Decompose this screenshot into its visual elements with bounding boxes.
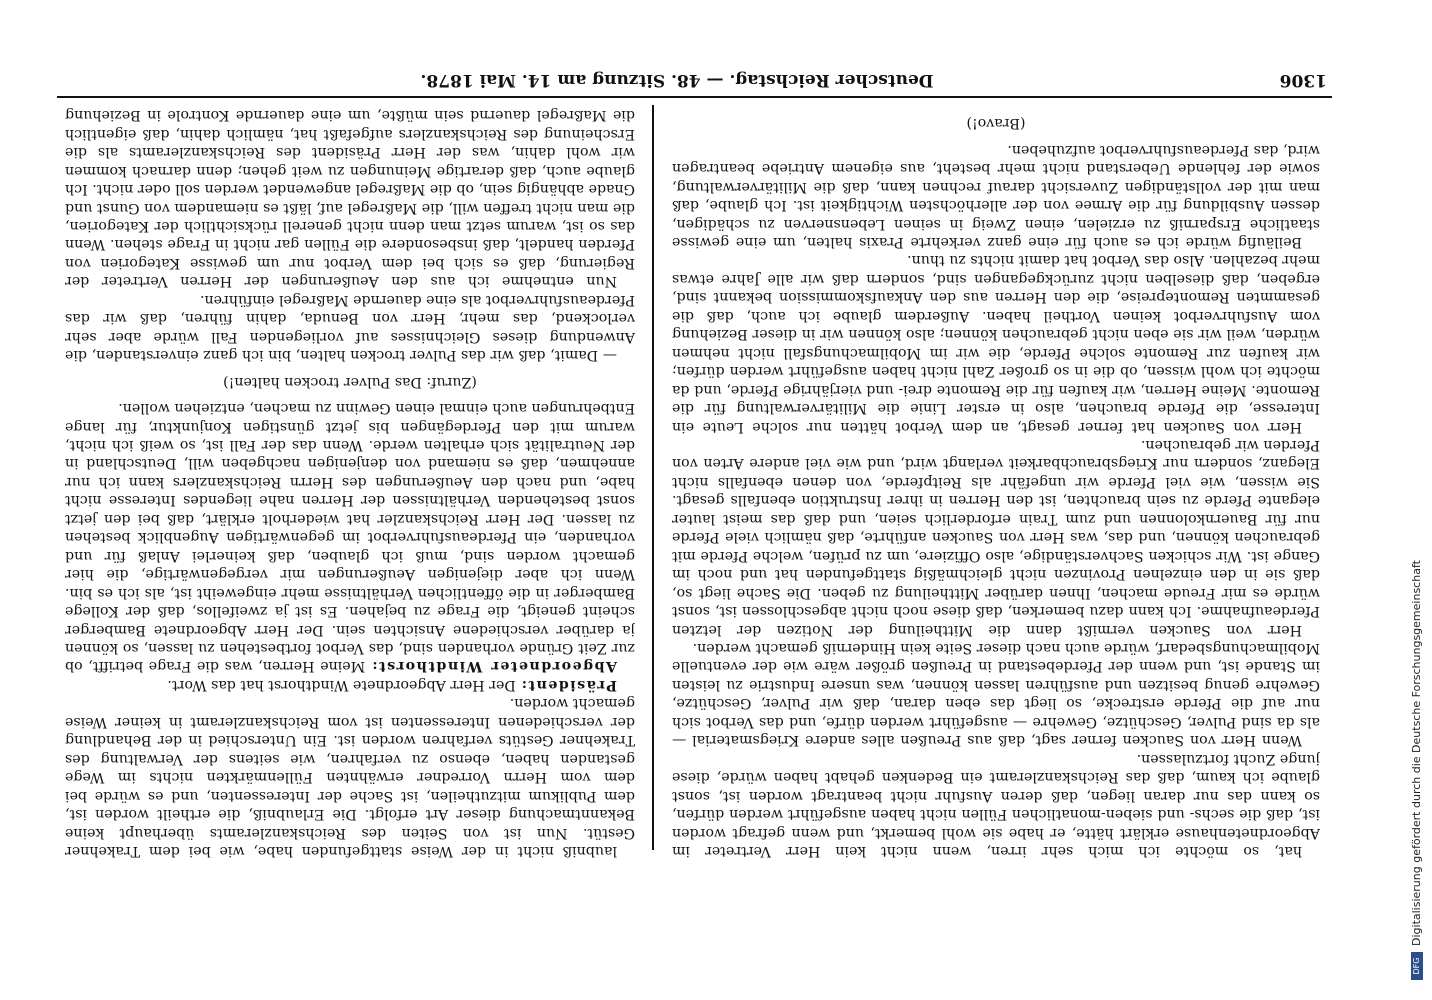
page-header: [62, 64, 1327, 90]
paragraph-text: hat, so möchte ich mich sehr irren, wenn nicht kein Herr Vertreter im Abgeordnetenhause erklärt hätte, er habe sie wohl bemerkt, und wenn gefragt worden ist, daß die sechs- und sieben-monatlichen Füllen nicht haben ausgeführt werden dürfen, so kann das nur daran liegen, daß deren Ausfuhr nicht beantragt worden ist, sonst glaube ich kaum, daß das Reichskanzleramt ein Bedenken gehabt haben würde, diese junge Zucht fortzulassen.: [672, 750, 1320, 859]
header-rule: [57, 96, 1332, 98]
paragraph: [672, 639, 1320, 750]
page-number: 1306: [1279, 70, 1327, 90]
paragraph: [65, 675, 635, 693]
paragraph-text: Nun entnehme ich aus den Aeußerungen der Herren Vertreter der Regierung, daß es sich bei dem Verbot nur um gewisse Kategorien von Pferden handelt, daß insbesondere die Füllen gar nicht in Frage stehen. Wenn das so ist, warum setzt man denn nicht generell rücksichtlich der Kategorien, die man nicht treffen will, die Maßregel auf, läßt es niemandem von Gunst und Gnade abhängig sein, ob die Maßregel angewendet werden soll oder nicht. Ich glaube auch, daß derartige Meinungen zu weit gehen; denn darnach kommen wir wohl dahin, was der Herr Präsident des Reichskanzleramts als die Erscheinung des Reichskanzlers aufgefaßt hat, nämlich dahin, daß eigentlich die Maßregel dauernd sein müßte, um eine dauernde Kontrole in Beziehung: [65, 107, 635, 290]
left-column: [672, 105, 1320, 860]
speaker-name: Präsident:: [520, 676, 617, 693]
paragraph-text: Der Herr Abgeordnete Windthorst hat das Wort.: [167, 676, 516, 693]
paragraph-text: (Zuruf: Das Pulver trocken halten!): [223, 373, 477, 390]
paragraph: [672, 749, 1320, 860]
right-column: [65, 105, 635, 860]
paragraph: [672, 140, 1320, 251]
paragraph-text: Wenn Herr von Saucken ferner sagt, daß aus Preußen alles andere Kriegsmaterial — als da sind Pulver, Geschütze, Gewehre — ausgeführt werden dürfe, und das Verbot sich nur auf die Pferde erstrecke, so liegt das eben daran, daß wir Pulver, Geschütze, Gewehre genug besitzen und ausführen lassen können, was unsere Industrie zu leisten im Stande ist, und wenn der Pferdebestand in Preußen größer wäre wie der eventuelle Mobilmachungsbedarf, würde auch nach dieser Seite kein Hinderniß gemacht werden.: [672, 640, 1320, 749]
paragraph: [65, 372, 635, 390]
paragraph-text: (Bravo!): [966, 115, 1026, 132]
paragraph: [672, 114, 1320, 132]
paragraph-text: Herr von Saucken vermißt dann die Mittheilung der Notizen der letzten Pferdeaufnahme. Ich kann dazu bemerken, daß diese noch nicht abgeschlossen ist, sonst würde es mir Freude machen, Ihnen darüber Mittheilung zu geben. Die Sache liegt so, daß sie in den einzelnen Provinzen nicht gleichmäßig stattgefunden hat und noch im Gange ist. Wir schicken Sachverständige, also Offiziere, um zu prüfen, welche Pferde mit gebrauchen können, und das, was Herr von Saucken anführte, daß nämlich viele Pferde nur für Bauernkolonnen und zum Train erforderlich seien, und daß das meist lauter elegante Pferde zu sein brauchten, ist den Herren in ihrer Instruktion ebenfalls gesagt. Sie wissen, wie viel Pferde wir ungefähr als Reitpferde, von denen ebenfalls nicht Eleganz, sondern nur Kriegsbrauchbarkeit verlangt wird, und wie viel andere Arten von Pferden wir gebrauchen.: [672, 437, 1320, 638]
digitization-footer: [1410, 0, 1426, 980]
paragraph-text: — Damit, daß wir das Pulver trocken halten, bin ich ganz einverstanden, die Anwendung dieses Gleichnisses auf vorliegenden Fall würde aber sehr verlockend, das mehr, Herr von Benuda, dahin führen, daß wir das Pferdeausfuhrverbot als eine dauernde Maßregel einführen.: [65, 291, 635, 364]
paragraph: [65, 694, 635, 860]
paragraph-text: laubniß nicht in der Weise stattgefunden habe, wie bei dem Trakehner Gestüt. Nun ist von Seiten des Reichskanzleramts überhaupt keine Bekanntmachung dieser Art erfolgt. Die Erlaubniß, die ertheilt worden ist, dem Publikum mitzutheilen, ist Sache der Interessenten, und es würde bei dem vom Herrn Vorredner erwähnten Füllenmärkten nichts im Wege gestanden haben, ebenso zu verfahren, wie seitens der Verwaltung des Trakehner Gestüts verfahren worden ist. Ein Unterschied in der Behandlung der verschiedenen Interessenten ist vom Reichskanzleramt in keiner Weise gemacht worden.: [65, 695, 635, 859]
paragraph: [65, 290, 635, 364]
column-divider: [652, 105, 654, 850]
paragraph: [672, 105, 1320, 106]
footer-text: Digitalisierung gefördert durch die Deutsche Forschungsgemeinschaft: [1410, 560, 1423, 946]
paragraph-text: Beiläufig würde ich es auch für eine ganz verkehrte Praxis halten, um eine gewisse staatliche Ersparniß zu erzielen, einen Zweig in seinen Lebensnerven zu schädigen, dessen Ausbildung für die Armee von der allerhöchsten Wichtigkeit ist. Ich glaube, daß man mit der vollständigen Zuversicht darauf rechnen kann, daß die Militärverwaltung, sowie der fehlende Ueberstand nicht mehr besteht, aus eigenem Antriebe beantragen wird, das Pferdeausfuhrverbot aufzuheben.: [672, 141, 1320, 251]
paragraph-text: Meine Herren, was die Frage betrifft, ob zur Zeit Gründe vorhanden sind, das Verbot fortbestehen zu lassen, so können ja darüber verschiedene Ansichten sein. Der Herr Abgeordnete Bamberger scheint geneigt, die Frage zu bejahen. Es ist ja zweifellos, daß der Kollege Bamberger in die öffentlichen Verhältnisse mehr eingeweiht ist, als ich es bin. Wenn ich aber diejenigen Aeußerungen mir vergegenwärtige, die hier gemacht worden sind, muß ich glauben, daß keinerlei Anlaß für und vorhanden, ein Pferdeausfuhrverbot im gegenwärtigen Augenblick bestehen zu lassen. Der Herr Reichskanzler hat wiederholt erklärt, daß bei den jetzt sonst bestehenden Verhältnissen der Herren nahe liegendes Interesse nicht habe, und nach den Aeußerungen des Herrn Reichskanzlers kann ich nur annehmen, daß es niemand von denjenigen nachgeben will, Deutschland in der Neutralität sich erhalten werde. Wenn das der Fall ist, so weiß ich nicht, warum mit den Pferdegängen bis jetzt günstigen Konjunktur, für lange Entbehrungen auch einmal einen Gewinn zu machen, entziehen wollen.: [65, 400, 635, 675]
dfg-logo: DFG: [1411, 952, 1423, 980]
paragraph-text: Herr von Saucken hat ferner gesagt, an dem Verbot hätten nur solche Leute ein Interesse, die Pferde brauchen, also in erster Linie die Militärverwaltung für die Remonte. Meine Herren, wir kaufen für die Remonte drei- und vierjährige Pferde, und da möchte ich wohl wissen, ob die in so großer Zahl nicht haben ausgeführt werden dürfen; wir kaufen zur Remonte solche Pferde, die wir im Mobilmachungsfall nicht nehmen würden, weil wir sie eben nicht gebrauchen können; also können wir in dieser Beziehung vom Ausfuhrverbot keinen Vortheil haben. Außerdem glaube ich auch, daß die gesammten Remontepreise, die den Herren aus den Ankaufskommission bekannt sind, ergeben, daß dieselben nicht zurückgegangen sind, sondern daß wir alle Jahre etwas mehr bezahlen. Also das Verbot hat damit nichts zu thun.: [672, 252, 1320, 435]
paragraph: [672, 436, 1320, 639]
page-title: Deutscher Reichstag. — 48. Sitzung am 14. Mai 1878.: [420, 70, 934, 90]
paragraph: [672, 251, 1320, 436]
paragraph: [65, 105, 635, 290]
speaker-name: Abgeordneter Windthorst:: [370, 658, 617, 675]
paragraph: [65, 399, 635, 676]
